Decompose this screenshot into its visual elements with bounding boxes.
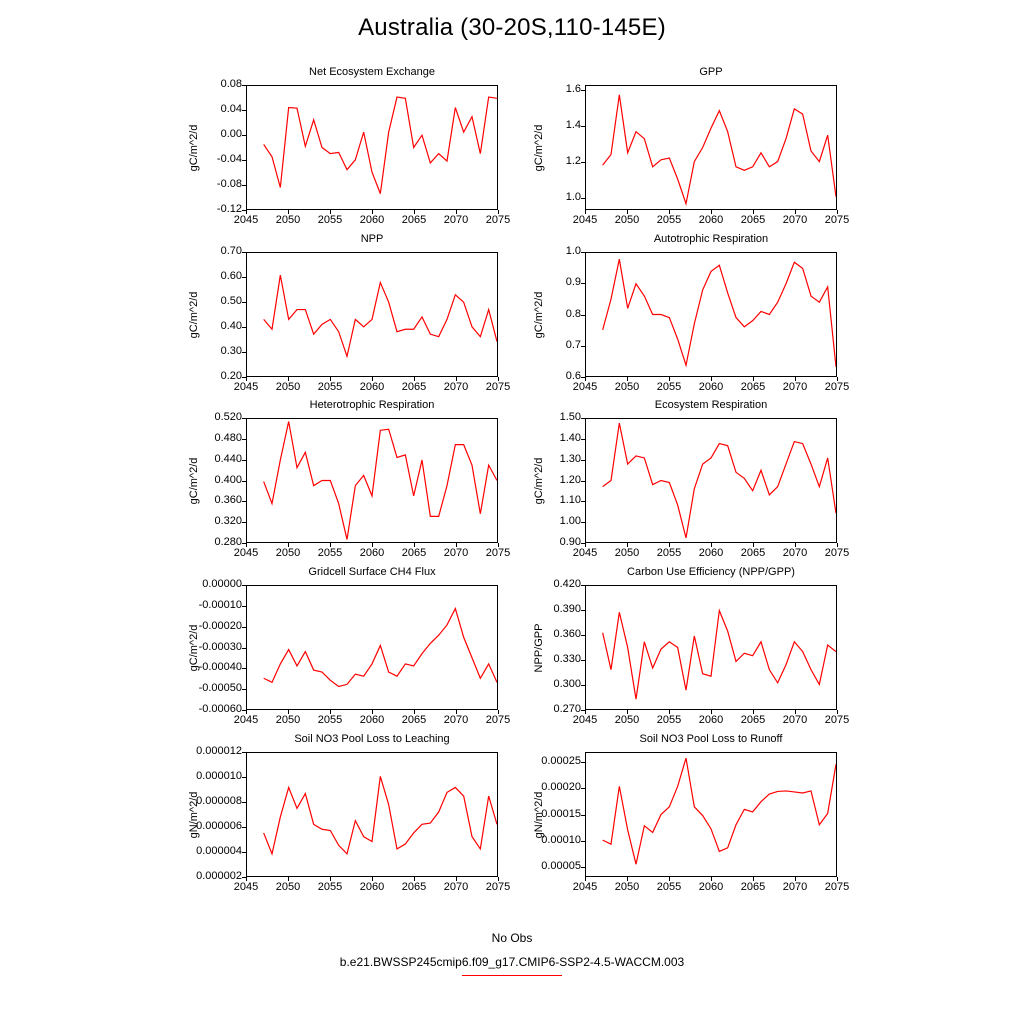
y-axis-tick-mark [242,277,246,278]
y-axis-tick-mark [581,439,585,440]
plot-area [246,585,498,710]
y-axis-tick-label: -0.08 [216,178,242,190]
y-axis-tick-label: 1.0 [565,190,581,203]
x-axis-tick-label: 2055 [656,214,682,226]
y-axis-tick-label: 0.420 [553,578,581,590]
y-axis-tick-mark [581,315,585,316]
y-axis-tick-label: 0.50 [220,295,242,307]
x-axis-tick-label: 2060 [698,214,724,226]
x-axis-tick-mark [753,877,754,881]
y-axis-tick-mark [581,501,585,502]
x-axis-tick-label: 2070 [782,881,808,893]
x-axis-tick-mark [330,377,331,381]
x-axis-tick-label: 2050 [614,381,640,393]
x-axis-tick-mark [330,210,331,214]
y-axis-tick-mark [581,788,585,789]
y-axis-tick-label: 0.08 [220,78,242,90]
x-axis-tick-mark [669,377,670,381]
y-axis-tick-mark [242,327,246,328]
x-axis-tick-label: 2065 [740,381,766,393]
y-axis-tick-label: 0.300 [553,678,581,690]
x-axis-tick-mark [498,877,499,881]
y-axis-tick-mark [581,418,585,419]
x-axis-tick-label: 2065 [401,547,427,559]
y-axis-tick-mark [242,802,246,803]
y-axis-tick-label: 0.00 [220,128,242,140]
y-axis-tick-label: 1.50 [559,411,581,423]
series-line [247,586,497,709]
x-axis-tick-mark [246,377,247,381]
x-axis-tick-mark [585,377,586,381]
legend-no-obs: No Obs [491,931,533,945]
x-axis-tick-mark [669,210,670,214]
plot-area [585,752,837,877]
x-axis-tick-label: 2070 [443,714,469,726]
x-axis-tick-mark [837,877,838,881]
x-axis-tick-mark [795,543,796,547]
y-axis-tick-label: 0.400 [214,473,242,486]
x-axis-tick-label: 2060 [359,214,385,226]
y-axis-tick-label: 1.00 [559,515,581,528]
x-axis-tick-label: 2050 [614,881,640,893]
y-axis-tick-mark [581,685,585,686]
y-axis-tick-label: 0.8 [565,307,581,320]
y-axis-tick-label: 0.440 [214,452,242,465]
y-axis-tick-mark [242,627,246,628]
x-axis-tick-label: 2075 [824,381,850,393]
x-axis-tick-label: 2060 [698,714,724,726]
y-axis-tick-mark [581,460,585,461]
x-axis-tick-label: 2045 [572,381,598,393]
x-axis-tick-mark [795,710,796,714]
x-axis-tick-label: 2055 [317,214,343,226]
y-axis-tick-label: 0.7 [565,338,581,351]
page-title: Australia (30-20S,110-145E) [358,14,666,41]
x-axis-tick-label: 2075 [485,214,511,226]
x-axis-tick-mark [372,710,373,714]
x-axis-tick-mark [711,710,712,714]
x-axis-tick-label: 2060 [698,881,724,893]
y-axis-tick-mark [242,160,246,161]
y-axis-tick-mark [581,522,585,523]
x-axis-tick-mark [837,710,838,714]
x-axis-tick-mark [669,543,670,547]
series-line [586,586,836,709]
x-axis-tick-mark [456,210,457,214]
x-axis-tick-label: 2060 [359,714,385,726]
y-axis-label: gC/m^2/d [188,124,200,171]
legend-line-sample [462,975,562,976]
x-axis-tick-label: 2060 [698,547,724,559]
x-axis-tick-label: 2050 [275,881,301,893]
x-axis-tick-mark [246,210,247,214]
x-axis-tick-label: 2055 [656,547,682,559]
x-axis-tick-label: 2055 [656,381,682,393]
y-axis-label: gC/m^2/d [188,291,200,338]
x-axis-tick-mark [585,877,586,881]
x-axis-tick-label: 2055 [317,381,343,393]
x-axis-tick-label: 2065 [401,881,427,893]
x-axis-tick-mark [585,543,586,547]
y-axis-tick-label: 1.10 [559,494,581,507]
y-axis-tick-label: 0.9 [565,276,581,289]
y-axis-tick-label: 0.20 [220,370,242,382]
y-axis-tick-label: 0.480 [214,431,242,444]
y-axis-label: gC/m^2/d [533,124,545,171]
x-axis-tick-label: 2045 [572,547,598,559]
plot-area [246,85,498,210]
y-axis-tick-mark [581,841,585,842]
x-axis-tick-mark [837,210,838,214]
x-axis-tick-mark [414,710,415,714]
series-line [247,753,497,876]
chart-title: GPP [699,66,723,78]
x-axis-tick-mark [585,210,586,214]
y-axis-tick-label: 0.280 [214,536,242,548]
y-axis-tick-label: 0.000012 [196,745,242,757]
series-line [586,419,836,542]
x-axis-tick-mark [372,377,373,381]
x-axis-tick-mark [711,210,712,214]
y-axis-tick-mark [242,185,246,186]
y-axis-tick-label: 0.00020 [541,781,581,794]
y-axis-tick-mark [242,252,246,253]
x-axis-tick-mark [711,377,712,381]
y-axis-tick-mark [242,606,246,607]
y-axis-tick-label: 0.000010 [196,770,242,782]
y-axis-tick-label: 0.000004 [196,845,242,857]
x-axis-tick-mark [456,877,457,881]
x-axis-tick-label: 2060 [698,381,724,393]
y-axis-tick-mark [581,252,585,253]
series-line [247,253,497,376]
legend [0,931,1024,976]
y-axis-tick-label: -0.00060 [198,703,242,715]
y-axis-tick-mark [242,110,246,111]
x-axis-tick-mark [414,877,415,881]
y-axis-tick-mark [581,815,585,816]
series-line [586,753,836,876]
x-axis-tick-label: 2045 [233,214,259,226]
y-axis-tick-mark [242,418,246,419]
y-axis-tick-mark [242,460,246,461]
x-axis-tick-mark [837,543,838,547]
x-axis-tick-mark [498,377,499,381]
y-axis-tick-mark [242,481,246,482]
chart-title: Carbon Use Efficiency (NPP/GPP) [627,566,795,578]
x-axis-tick-label: 2055 [317,881,343,893]
y-axis-tick-label: -0.00050 [198,682,242,695]
x-axis-tick-mark [711,543,712,547]
y-axis-tick-label: 0.00000 [202,578,242,590]
x-axis-tick-label: 2060 [359,881,385,893]
x-axis-tick-label: 2045 [233,881,259,893]
y-axis-tick-label: 0.330 [553,653,581,665]
y-axis-tick-mark [581,585,585,586]
x-axis-tick-mark [837,377,838,381]
x-axis-tick-label: 2065 [401,214,427,226]
x-axis-tick-label: 2050 [614,547,640,559]
y-axis-tick-label: 0.90 [559,536,581,548]
x-axis-tick-label: 2055 [656,881,682,893]
x-axis-tick-mark [498,710,499,714]
y-axis-tick-mark [242,852,246,853]
x-axis-tick-mark [414,377,415,381]
chart-title: Ecosystem Respiration [654,399,768,411]
y-axis-tick-mark [242,352,246,353]
x-axis-tick-label: 2050 [275,381,301,393]
y-axis-tick-label: 0.30 [220,345,242,357]
x-axis-tick-label: 2075 [485,547,511,559]
x-axis-tick-mark [711,877,712,881]
y-axis-tick-label: -0.12 [216,203,242,215]
x-axis-tick-label: 2065 [740,881,766,893]
plot-area [246,752,498,877]
y-axis-tick-label: 0.6 [565,370,581,382]
x-axis-tick-label: 2050 [275,714,301,726]
y-axis-tick-mark [581,126,585,127]
x-axis-tick-mark [330,710,331,714]
x-axis-tick-mark [414,210,415,214]
chart-title: Heterotrophic Respiration [309,399,435,411]
x-axis-tick-label: 2075 [485,714,511,726]
y-axis-tick-mark [242,689,246,690]
plot-area [585,585,837,710]
x-axis-tick-mark [456,543,457,547]
y-axis-label: gN/m^2/d [188,791,200,838]
x-axis-tick-label: 2070 [443,381,469,393]
y-axis-tick-mark [242,752,246,753]
chart-title: Soil NO3 Pool Loss to Leaching [294,733,450,745]
plot-area [585,252,837,377]
y-axis-tick-mark [581,762,585,763]
x-axis-tick-label: 2065 [401,714,427,726]
x-axis-tick-label: 2070 [782,547,808,559]
y-axis-tick-mark [581,610,585,611]
y-axis-tick-label: 0.70 [220,245,242,257]
y-axis-tick-label: 0.00015 [541,807,581,820]
plot-area [585,85,837,210]
x-axis-tick-label: 2075 [485,381,511,393]
x-axis-tick-mark [456,710,457,714]
x-axis-tick-mark [753,543,754,547]
x-axis-tick-mark [753,210,754,214]
x-axis-tick-mark [795,877,796,881]
plot-area [585,418,837,543]
y-axis-tick-label: 0.00005 [541,859,581,872]
x-axis-tick-mark [627,543,628,547]
y-axis-tick-mark [242,135,246,136]
x-axis-tick-label: 2045 [233,547,259,559]
series-line [586,86,836,209]
x-axis-tick-mark [288,877,289,881]
chart-title: Gridcell Surface CH4 Flux [308,566,436,578]
y-axis-tick-mark [242,522,246,523]
x-axis-tick-mark [288,210,289,214]
y-axis-tick-label: -0.00030 [198,640,242,653]
chart-title: Autotrophic Respiration [653,233,769,245]
x-axis-tick-label: 2065 [401,381,427,393]
x-axis-tick-label: 2055 [656,714,682,726]
y-axis-tick-mark [581,346,585,347]
x-axis-tick-mark [669,877,670,881]
x-axis-tick-label: 2075 [824,714,850,726]
x-axis-tick-label: 2060 [359,381,385,393]
chart-title: Net Ecosystem Exchange [309,66,435,78]
y-axis-tick-mark [242,85,246,86]
plot-area [246,252,498,377]
y-axis-label: NPP/GPP [533,623,545,672]
y-axis-tick-label: 0.520 [214,411,242,423]
x-axis-tick-label: 2070 [782,714,808,726]
y-axis-tick-mark [242,668,246,669]
x-axis-tick-mark [246,710,247,714]
y-axis-tick-label: 1.4 [565,119,581,132]
x-axis-tick-mark [414,543,415,547]
x-axis-tick-mark [246,877,247,881]
y-axis-tick-mark [242,777,246,778]
y-axis-tick-label: 0.360 [214,494,242,507]
x-axis-tick-label: 2050 [614,214,640,226]
y-axis-tick-label: 1.0 [565,245,581,257]
y-axis-tick-mark [242,827,246,828]
y-axis-label: gC/m^2/d [188,457,200,504]
y-axis-tick-label: 0.360 [553,628,581,640]
x-axis-tick-mark [669,710,670,714]
x-axis-tick-mark [288,377,289,381]
y-axis-tick-label: -0.00010 [198,598,242,611]
x-axis-tick-mark [627,377,628,381]
x-axis-tick-label: 2065 [740,547,766,559]
x-axis-tick-label: 2050 [275,214,301,226]
y-axis-tick-label: 1.40 [559,431,581,444]
y-axis-tick-mark [242,648,246,649]
y-axis-tick-label: 0.270 [553,703,581,715]
y-axis-tick-label: 0.000008 [196,795,242,807]
y-axis-tick-mark [581,635,585,636]
x-axis-tick-mark [627,710,628,714]
x-axis-tick-mark [372,543,373,547]
y-axis-label: gC/m^2/d [533,291,545,338]
y-axis-tick-mark [581,867,585,868]
x-axis-tick-mark [753,710,754,714]
x-axis-tick-mark [795,377,796,381]
y-axis-tick-label: 1.30 [559,452,581,465]
y-axis-tick-label: 1.20 [559,473,581,486]
x-axis-tick-mark [498,210,499,214]
x-axis-tick-label: 2070 [443,881,469,893]
y-axis-tick-mark [581,660,585,661]
series-line [586,253,836,376]
x-axis-tick-mark [372,210,373,214]
x-axis-tick-mark [330,877,331,881]
x-axis-tick-mark [456,377,457,381]
y-axis-tick-mark [242,439,246,440]
y-axis-tick-mark [242,501,246,502]
x-axis-tick-label: 2070 [443,214,469,226]
y-axis-tick-label: -0.04 [216,153,242,165]
x-axis-tick-label: 2075 [485,881,511,893]
y-axis-tick-label: 0.390 [553,603,581,615]
y-axis-tick-label: 0.40 [220,320,242,332]
y-axis-label: gC/m^2/d [533,457,545,504]
y-axis-tick-mark [581,90,585,91]
x-axis-tick-label: 2055 [317,547,343,559]
x-axis-tick-label: 2045 [572,881,598,893]
y-axis-tick-mark [242,585,246,586]
chart-title: NPP [360,233,384,245]
x-axis-tick-mark [288,710,289,714]
y-axis-tick-label: 0.04 [220,103,242,115]
y-axis-tick-label: 0.60 [220,270,242,282]
y-axis-tick-label: 0.00025 [541,755,581,768]
y-axis-tick-label: 0.000006 [196,820,242,832]
legend-run-name: b.e21.BWSSP245cmip6.f09_g17.CMIP6-SSP2-4.5-WACCM.003 [339,955,685,969]
y-axis-tick-label: -0.00020 [198,619,242,632]
x-axis-tick-label: 2045 [572,214,598,226]
x-axis-tick-label: 2075 [824,214,850,226]
series-line [247,86,497,209]
y-axis-label: gC/m^2/d [188,624,200,671]
x-axis-tick-mark [753,377,754,381]
x-axis-tick-label: 2045 [572,714,598,726]
y-axis-tick-mark [581,162,585,163]
x-axis-tick-label: 2075 [824,547,850,559]
x-axis-tick-label: 2065 [740,214,766,226]
x-axis-tick-label: 2045 [233,381,259,393]
x-axis-tick-mark [627,210,628,214]
x-axis-tick-label: 2050 [614,714,640,726]
chart-title: Soil NO3 Pool Loss to Runoff [639,733,783,745]
x-axis-tick-label: 2055 [317,714,343,726]
x-axis-tick-mark [498,543,499,547]
y-axis-tick-label: 0.320 [214,515,242,528]
y-axis-tick-label: 1.6 [565,83,581,96]
x-axis-tick-label: 2070 [443,547,469,559]
x-axis-tick-label: 2070 [782,214,808,226]
y-axis-tick-label: 1.2 [565,154,581,167]
y-axis-tick-mark [581,283,585,284]
y-axis-tick-label: 0.000002 [196,870,242,882]
x-axis-tick-mark [627,877,628,881]
y-axis-label: gN/m^2/d [533,791,545,838]
series-line [247,419,497,542]
x-axis-tick-label: 2065 [740,714,766,726]
x-axis-tick-label: 2060 [359,547,385,559]
x-axis-tick-label: 2070 [782,381,808,393]
x-axis-tick-mark [585,710,586,714]
x-axis-tick-mark [330,543,331,547]
x-axis-tick-mark [246,543,247,547]
x-axis-tick-label: 2075 [824,881,850,893]
y-axis-tick-mark [581,481,585,482]
plot-area [246,418,498,543]
y-axis-tick-mark [242,302,246,303]
y-axis-tick-mark [581,198,585,199]
x-axis-tick-label: 2045 [233,714,259,726]
x-axis-tick-mark [795,210,796,214]
x-axis-tick-mark [288,543,289,547]
y-axis-tick-label: -0.00040 [198,661,242,674]
x-axis-tick-mark [372,877,373,881]
x-axis-tick-label: 2050 [275,547,301,559]
y-axis-tick-label: 0.00010 [541,833,581,846]
